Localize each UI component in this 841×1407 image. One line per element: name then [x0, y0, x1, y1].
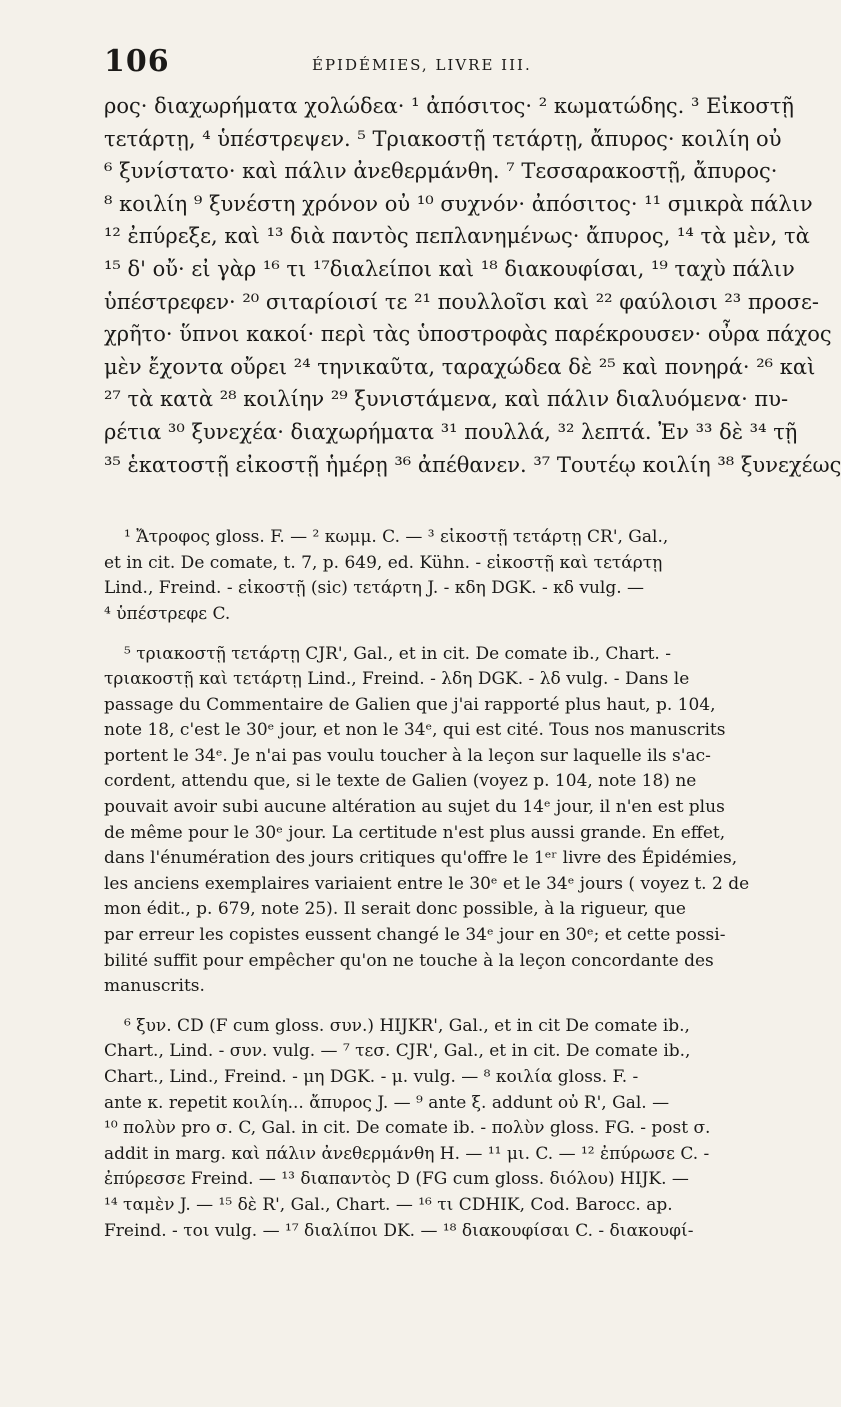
- footnote-line: note 18, c'est le 30ᵉ jour, et non le 34ᵉ, qui est cité. Tous nos manuscrits: [104, 720, 726, 741]
- footnote-line: bilité suffit pour empêcher qu'on ne touche à la leçon concordante des: [104, 950, 714, 971]
- text-line: ¹⁵ δ' οὔ· εἰ γὰρ ¹⁶ τι ¹⁷διαλείποι καὶ ¹⁸ διακουφίσαι, ¹⁹ ταχὺ πάλιν: [104, 256, 795, 281]
- text-line: ³⁵ ἑκατοστῇ εἰκοστῇ ἡμέρῃ ³⁶ ἀπέθανεν. ³⁷ Τουτέῳ κοιλίη ³⁸ ξυνεχέως: [104, 452, 841, 477]
- footnote-line: pouvait avoir subi aucune altération au sujet du 14ᵉ jour, il n'en est plus: [104, 797, 725, 818]
- text-line: ⁸ κοιλίη ⁹ ξυνέστη χρόνον οὐ ¹⁰ συχνόν· ἀπόσιτος· ¹¹ σμικρὰ πάλιν: [104, 191, 813, 216]
- footnote-line: ¹⁰ πολὺν pro σ. C, Gal. in cit. De comate ib. - πολὺν gloss. FG. - post σ.: [104, 1118, 711, 1139]
- text-line: ¹² ἐπύρεξε, καὶ ¹³ διὰ παντὸς πεπλανημένως· ἄπυρος, ¹⁴ τὰ μὲν, τὰ: [104, 224, 810, 249]
- text-line: ²⁷ τὰ κατὰ ²⁸ κοιλίην ²⁹ ξυνιστάμενα, καὶ πάλιν διαλυόμενα· πυ-: [104, 387, 789, 412]
- text-line: ρος· διαχωρήματα χολώδεα· ¹ ἀπόσιτος· ² κωματώδης. ³ Εἰκοστῇ: [104, 94, 794, 118]
- footnote-line: de même pour le 30ᵉ jour. La certitude n'est plus aussi grande. En effet,: [104, 822, 726, 843]
- running-title: ÉPIDÉMIES, LIVRE III.: [312, 56, 532, 74]
- footnote-line: cordent, attendu que, si le texte de Galien (voyez p. 104, note 18) ne: [104, 771, 697, 792]
- footnote-line: Lind., Freind. - εἰκοστῇ (sic) τετάρτη J. - κδη DGK. - κδ vulg. —: [104, 578, 645, 599]
- footnote-line: ante κ. repetit κοιλίη... ἄπυρος J. — ⁹ ante ξ. addunt οὐ R', Gal. —: [104, 1092, 670, 1113]
- footnote-line: mon édit., p. 679, note 25). Il serait donc possible, à la rigueur, que: [104, 899, 686, 920]
- footnote-line: ¹⁴ ταμὲν J. — ¹⁵ δὲ R', Gal., Chart. — ¹⁶ τι CDHIK, Cod. Barocc. ap.: [104, 1194, 673, 1215]
- footnote-line: Chart., Lind., Freind. - μη DGK. - μ. vulg. — ⁸ κοιλία gloss. F. -: [104, 1067, 639, 1087]
- footnote-line: passage du Commentaire de Galien que j'ai rapporté plus haut, p. 104,: [104, 694, 716, 715]
- text-line: ὑπέστρεφεν· ²⁰ σιταρίοισί τε ²¹ πουλλοῖσι καὶ ²² φαύλοισι ²³ προσε-: [104, 289, 819, 314]
- greek-main-text: [104, 90, 841, 481]
- text-line: μὲν ἔχοντα οὔρει ²⁴ τηνικαῦτα, ταραχώδεα δὲ ²⁵ καὶ πονηρά· ²⁶ καὶ: [104, 354, 816, 379]
- text-line: τετάρτῃ, ⁴ ὑπέστρεψεν. ⁵ Τριακοστῇ τετάρτῃ, ἄπυρος· κοιλίη οὐ: [104, 126, 782, 151]
- text-line: ρέτια ³⁰ ξυνεχέα· διαχωρήματα ³¹ πουλλά, ³² λεπτά. Ἐν ³³ δὲ ³⁴ τῇ: [104, 419, 798, 444]
- text-line: ⁶ ξυνίστατο· καὶ πάλιν ἀνεθερμάνθη. ⁷ Τεσσαρακοστῇ, ἄπυρος·: [104, 159, 778, 184]
- footnote-line: ¹ Ἄτροφος gloss. F. — ² κωμμ. C. — ³ εἰκοστῇ τετάρτῃ CR', Gal.,: [124, 527, 669, 548]
- footnote-line: Freind. - τοι vulg. — ¹⁷ διαλίποι DK. — ¹⁸ διακουφίσαι C. - διακουφί-: [104, 1220, 694, 1241]
- footnote-group-3: [104, 1014, 766, 1244]
- footnote-line: ⁴ ὑπέστρεφε C.: [104, 603, 231, 624]
- footnote-group-1: [104, 525, 766, 627]
- footnote-line: manuscrits.: [104, 976, 205, 997]
- footnote-line: par erreur les copistes eussent changé le 34ᵉ jour en 30ᵉ; et cette possi-: [104, 925, 726, 946]
- footnotes: [104, 525, 766, 1244]
- footnote-line: et in cit. De comate, t. 7, p. 649, ed. Kühn. - εἰκοστῇ καὶ τετάρτῃ: [104, 552, 663, 573]
- footnote-group-2: [104, 642, 766, 1000]
- footnote-line: portent le 34ᵉ. Je n'ai pas voulu toucher à la leçon sur laquelle ils s'ac-: [104, 745, 711, 766]
- footnote-line: addit in marg. καὶ πάλιν ἀνεθερμάνθη H. — ¹¹ μι. C. — ¹² ἐπύρωσε C. -: [104, 1143, 710, 1164]
- footnote-line: ⁵ τριακοστῇ τετάρτῃ CJR', Gal., et in cit. De comate ib., Chart. -: [124, 643, 671, 664]
- footnote-line: Chart., Lind. - συν. vulg. — ⁷ τεσ. CJR', Gal., et in cit. De comate ib.,: [104, 1041, 691, 1062]
- page-number: 106: [104, 44, 170, 79]
- footnote-line: les anciens exemplaires variaient entre le 30ᵉ et le 34ᵉ jours ( voyez t. 2 de: [104, 873, 750, 894]
- text-line: χρῆτο· ὕπνοι κακοί· περὶ τὰς ὑποστροφὰς παρέκρουσεν· οὖρα πάχος: [104, 322, 832, 347]
- page-header: [104, 38, 766, 82]
- footnote-line: dans l'énumération des jours critiques qu'offre le 1ᵉʳ livre des Épidémies,: [104, 848, 738, 869]
- footnote-line: τριακοστῇ καὶ τετάρτῃ Lind., Freind. - λδη DGK. - λδ vulg. - Dans le: [104, 669, 690, 690]
- footnote-line: ⁶ ξυν. CD (F cum gloss. συν.) HIJKR', Gal., et in cit De comate ib.,: [124, 1015, 690, 1036]
- footnote-line: ἐπύρεσσε Freind. — ¹³ διαπαντὸς D (FG cum gloss. διόλου) HIJK. —: [104, 1169, 689, 1190]
